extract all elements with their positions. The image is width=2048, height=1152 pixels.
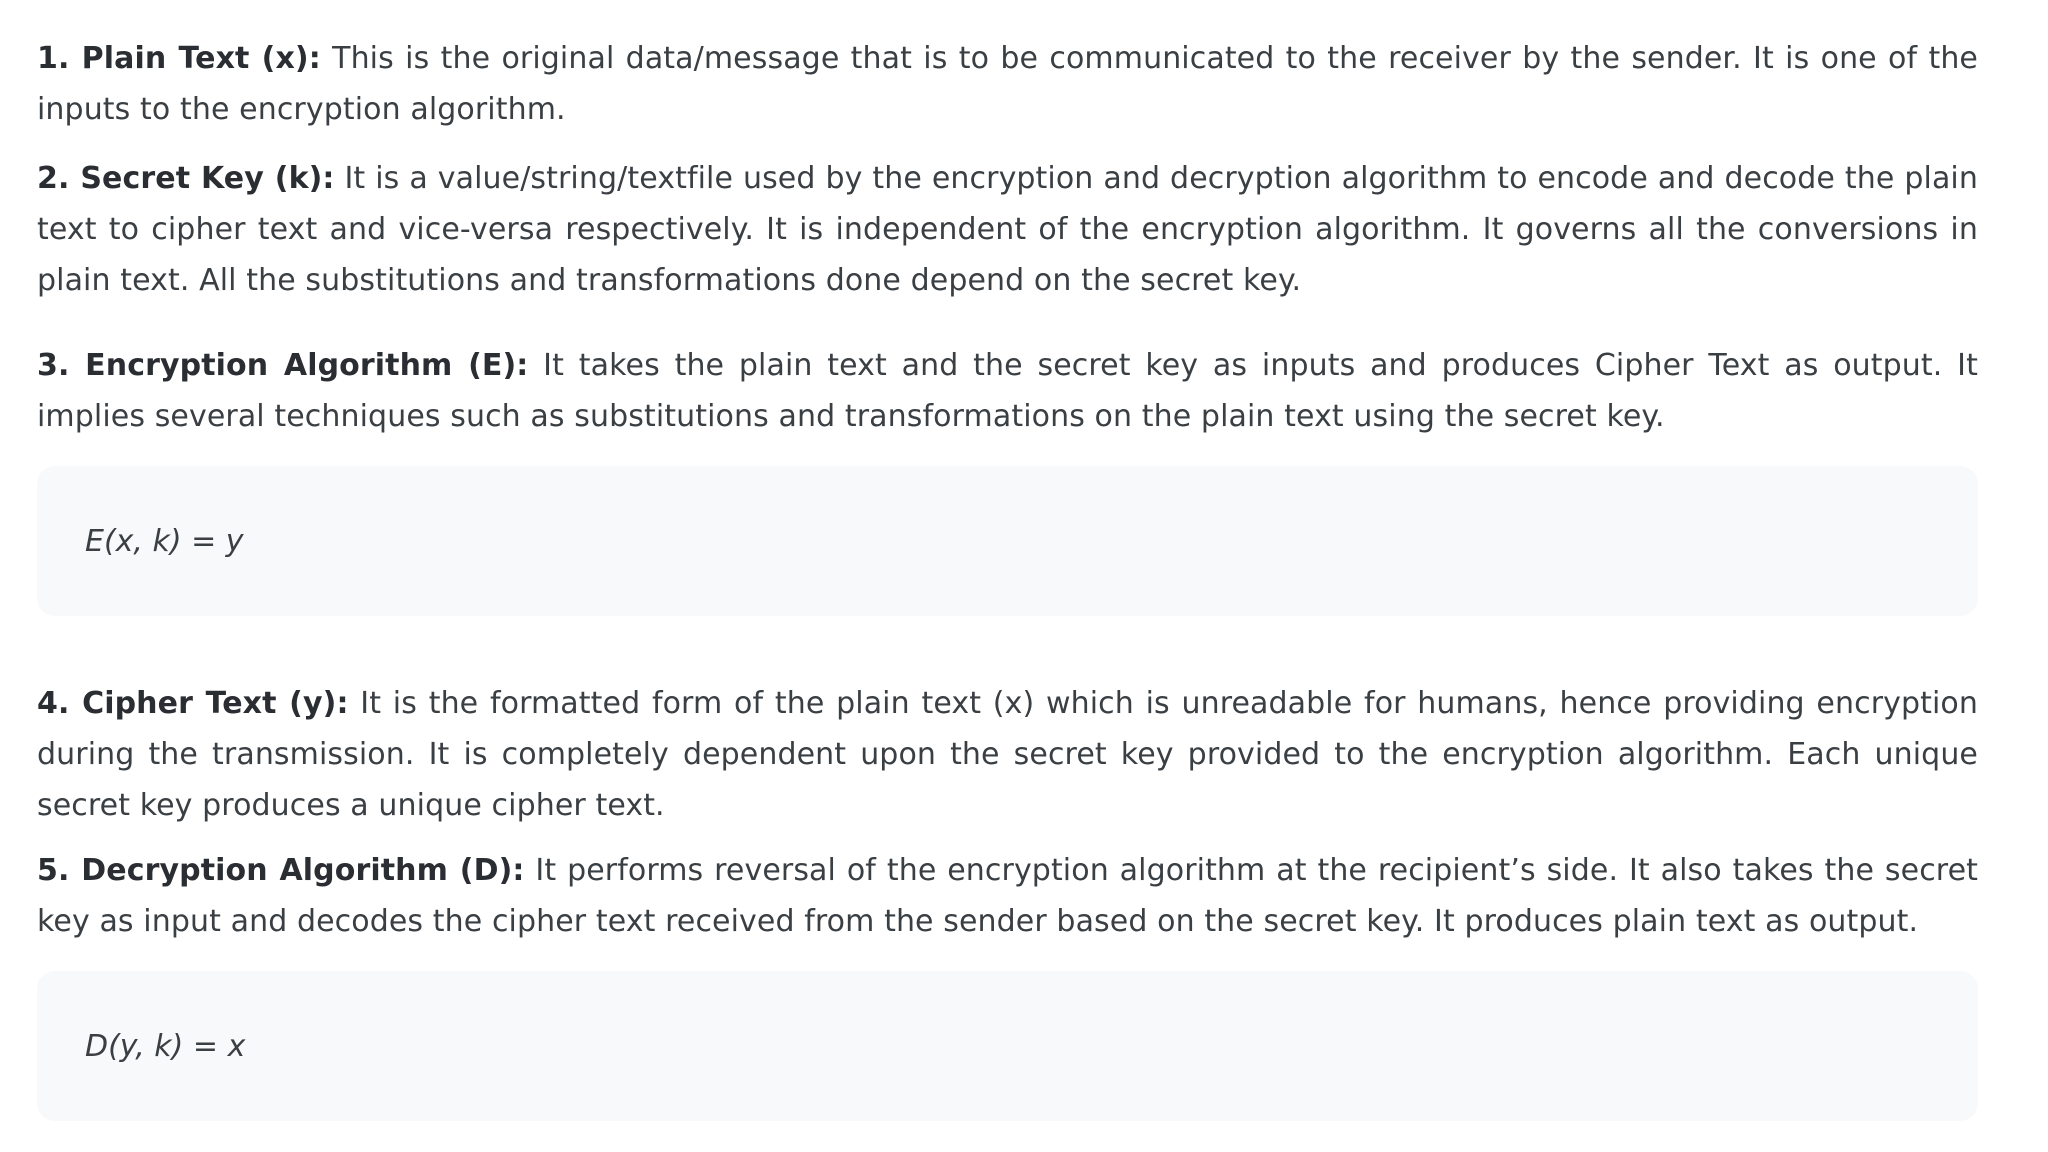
spacer (37, 442, 1978, 466)
decryption-formula-box (37, 971, 1978, 1121)
definition-text: This is the original data/message that is to be communicated to the receiver by the sender. It is one of the inputs to the encryption algorithm. (37, 41, 1978, 127)
decryption-formula: D(y, k) = x (85, 1028, 246, 1064)
definition-cipher-text (37, 678, 1978, 831)
spacer (37, 616, 1978, 678)
definition-encryption-algorithm (37, 340, 1978, 442)
encryption-formula-box (37, 466, 1978, 616)
definition-label: 2. Secret Key (k): (37, 161, 335, 196)
definition-label: 5. Decryption Algorithm (D): (37, 853, 525, 888)
definition-text: It performs reversal of the encryption algorithm at the recipient’s side. It also takes the secret key as input and decodes the cipher text received from the sender based on the secret key. It produces plain text as output. (37, 853, 1979, 939)
spacer (37, 947, 1978, 971)
definition-decryption-algorithm (37, 845, 1978, 947)
spacer (37, 831, 1978, 845)
spacer (37, 135, 1978, 153)
definition-label: 4. Cipher Text (y): (37, 686, 349, 721)
spacer (37, 306, 1978, 340)
definition-text: It takes the plain text and the secret key as inputs and produces Cipher Text as output. It implies several techniques such as substitutions and transformations on the plain text using the secret key. (37, 348, 1978, 434)
article-content (37, 33, 1978, 1121)
definition-label: 3. Encryption Algorithm (E): (37, 348, 529, 383)
definition-plain-text (37, 33, 1978, 135)
definition-text: It is the formatted form of the plain text (x) which is unreadable for humans, hence providing encryption during the transmission. It is completely dependent upon the secret key provided to the encryption algorithm. Each unique secret key produces a unique cipher text. (37, 686, 1978, 823)
definition-label: 1. Plain Text (x): (37, 41, 321, 76)
definition-secret-key (37, 153, 1978, 306)
definition-text: It is a value/string/textfile used by the encryption and decryption algorithm to encode and decode the plain text to cipher text and vice-versa respectively. It is independent of the encryption algorithm. It governs all the conversions in plain text. All the substitutions and transformations done depend on the secret key. (37, 161, 1978, 298)
encryption-formula: E(x, k) = y (85, 523, 244, 559)
